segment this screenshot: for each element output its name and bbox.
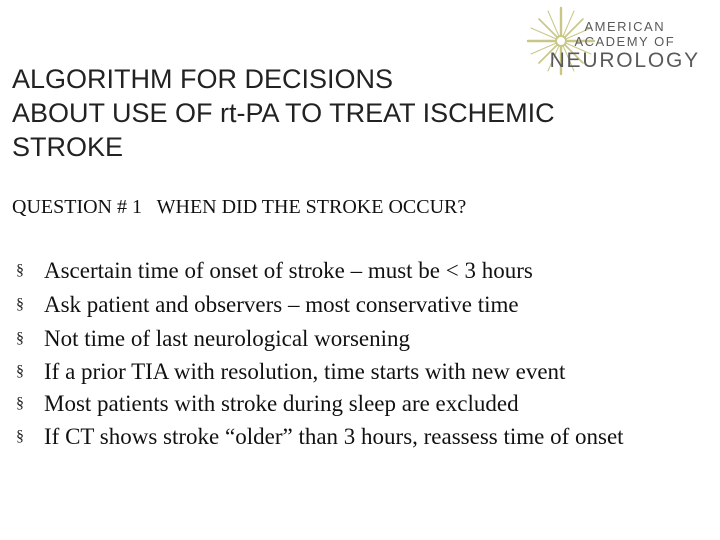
bullet-item-4 [16,356,706,387]
bullet-icon: § [16,296,24,313]
bullet-item-3 [16,322,706,356]
bullet-list [16,254,706,452]
bullet-text: Not time of last neurological worsening [44,326,411,351]
bullet-icon: § [16,262,24,279]
bullet-icon: § [16,395,24,412]
logo-line-academy: ACADEMY OF [574,34,676,49]
bullet-icon: § [16,330,24,347]
logo-line-american: AMERICAN [584,19,666,34]
bullet-icon: § [16,363,24,380]
bullet-icon: § [16,428,24,445]
bullet-item-5 [16,387,706,421]
title-line-2: ABOUT USE OF rt-PA TO TREAT ISCHEMIC [12,98,555,128]
bullet-text: Most patients with stroke during sleep are excluded [44,391,519,416]
bullet-text: Ask patient and observers – most conservative time [44,292,519,317]
question-heading: QUESTION # 1 WHEN DID THE STROKE OCCUR? [12,196,467,218]
bullet-item-6 [16,421,706,452]
bullet-item-2 [16,288,706,322]
title-line-3: STROKE [12,132,124,162]
slide-title [12,62,652,164]
bullet-text: Ascertain time of onset of stroke – must be < 3 hours [44,258,533,283]
bullet-item-1 [16,254,706,288]
bullet-text: If CT shows stroke “older” than 3 hours, reassess time of onset [44,424,624,449]
title-line-1: ALGORITHM FOR DECISIONS [12,64,394,94]
bullet-text: If a prior TIA with resolution, time starts with new event [44,359,566,384]
logo-line-neurology: NEUROLOGY [549,49,700,72]
